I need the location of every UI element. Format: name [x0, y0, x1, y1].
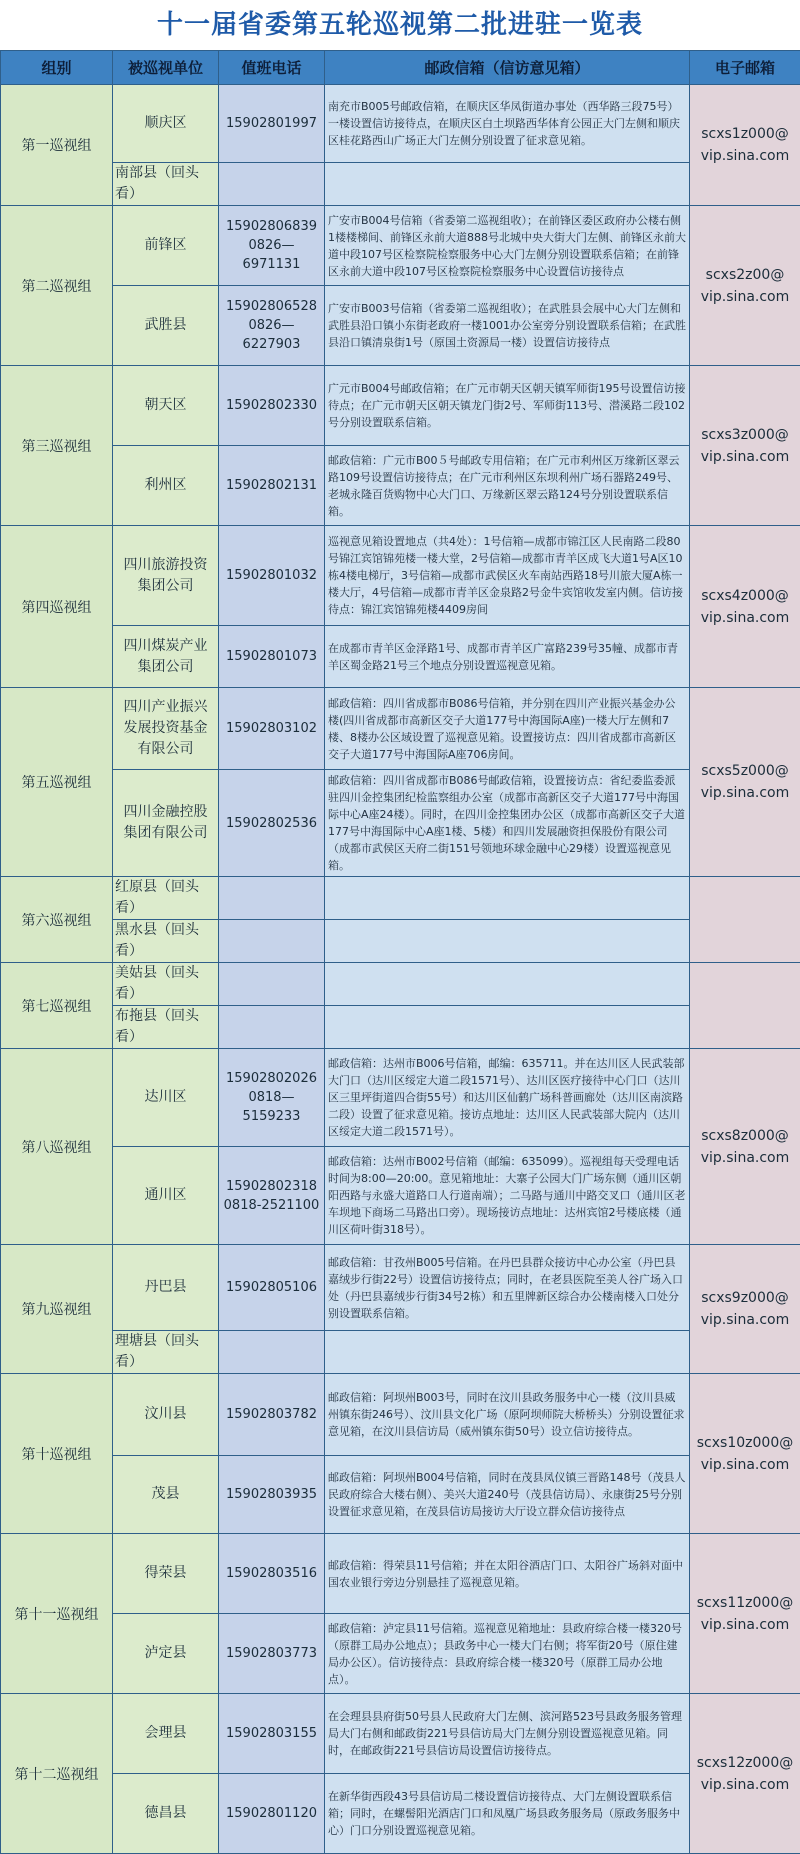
- duty-phone: 15902803516: [219, 1534, 325, 1614]
- duty-phone: 15902802318 0818-2521100: [219, 1147, 325, 1245]
- unit-name: 茂县: [113, 1456, 219, 1534]
- duty-phone: 15902802131: [219, 446, 325, 526]
- duty-phone: [219, 877, 325, 920]
- mailbox-address: [325, 1331, 690, 1374]
- duty-phone: 15902806839 0826—6971131: [219, 206, 325, 286]
- duty-phone: 15902806528 0826—6227903: [219, 286, 325, 366]
- mailbox-address: 邮政信箱：甘孜州B005号信箱。在丹巴县群众接访中心办公室（丹巴县嘉绒步行街22号）设置信访接待点；同时，在老县医院至美人谷广场入口处（丹巴县嘉绒步行街34号2栋）和五里牌新区综合办公楼南楼入口处分别设置联系信箱。: [325, 1245, 690, 1331]
- table-body: [1, 85, 800, 1854]
- duty-phone: 15902801120: [219, 1774, 325, 1854]
- duty-phone: 15902803155: [219, 1694, 325, 1774]
- mailbox-address: 邮政信箱：泸定县11号信箱。巡视意见箱地址：县政府综合楼一楼320号（原群工局办公地点）；县政务中心一楼大门右侧；将军街20号（原住建局办公区）。信访接待点：县政府综合楼一楼320号（原群工局办公地点）。: [325, 1614, 690, 1694]
- duty-phone: 15902805106: [219, 1245, 325, 1331]
- duty-phone: [219, 920, 325, 963]
- table-row: [1, 963, 800, 1006]
- page-title: 十一届省委第五轮巡视第二批进驻一览表: [0, 0, 800, 50]
- email-address: scxs5z000@ vip.sina.com: [690, 688, 800, 877]
- mailbox-address: [325, 920, 690, 963]
- unit-name: 通川区: [113, 1147, 219, 1245]
- unit-name: 会理县: [113, 1694, 219, 1774]
- unit-name: 美姑县（回头看）: [113, 963, 219, 1006]
- header-mailbox: 邮政信箱（信访意见箱）: [325, 51, 690, 85]
- duty-phone: 15902801997: [219, 85, 325, 163]
- mailbox-address: 邮政信箱：广元市B00５号邮政专用信箱；在广元市利州区万缘新区翠云路109号设置信访接待点；在广元市利州区东坝利州广场石器路249号、老城永隆百货购物中心大门口、万缘新区翠云路124号分别设置联系信箱。: [325, 446, 690, 526]
- mailbox-address: 在成都市青羊区金泽路1号、成都市青羊区广富路239号35幢、成都市青羊区蜀金路21号三个地点分别设置巡视意见箱。: [325, 626, 690, 688]
- unit-name: 朝天区: [113, 366, 219, 446]
- mailbox-address: 巡视意见箱设置地点（共4处）：1号信箱—成都市锦江区人民南路二段80号锦江宾馆锦苑楼一楼大堂，2号信箱—成都市青羊区成飞大道1号A区10栋4楼电梯厅，3号信箱—成都市武侯区火车南站西路18号川旅大厦A栋一楼大厅，4号信箱—成都市青羊区金泉路2号金牛宾馆收发室内侧。信访接待点：锦江宾馆锦苑楼4409房间: [325, 526, 690, 626]
- table-row: [1, 366, 800, 446]
- table-row: [1, 920, 800, 963]
- group-name: 第十一巡视组: [1, 1534, 113, 1694]
- table-row: [1, 1456, 800, 1534]
- group-name: 第四巡视组: [1, 526, 113, 688]
- table-row: [1, 1049, 800, 1147]
- unit-name: 得荣县: [113, 1534, 219, 1614]
- table-row: [1, 1694, 800, 1774]
- mailbox-address: 邮政信箱：四川省成都市B086号邮政信箱，设置接访点：省纪委监委派驻四川金控集团纪检监察组办公室（成都市高新区交子大道177号中海国际中心A座24楼）。同时，在四川金控集团办公区（成都市高新区交子大道177号中海国际中心A座1楼、5楼）和四川发展融资担保股份有限公司（成都市武侯区天府二街151号领地环球金融中心29楼）设置巡视意见箱。: [325, 770, 690, 877]
- mailbox-address: 邮政信箱：阿坝州B003号，同时在汶川县政务服务中心一楼（汶川县威州镇东街246号）、汶川县文化广场（原阿坝师院大桥桥头）分别设置征求意见箱，在汶川县信访局（威州镇东街50号）设立信访接待点。: [325, 1374, 690, 1456]
- duty-phone: [219, 163, 325, 206]
- unit-name: 四川金融控股 集团有限公司: [113, 770, 219, 877]
- header-email: 电子邮箱: [690, 51, 800, 85]
- duty-phone: 15902802026 0818—5159233: [219, 1049, 325, 1147]
- table-row: [1, 286, 800, 366]
- mailbox-address: 邮政信箱：达州市B002号信箱（邮编：635099）。巡视组每天受理电话时间为8:00—20:00。意见箱地址：大寨子公园大门广场东侧（通川区朝阳西路与永盛大道路口人行道南端）；二马路与通川中路交叉口（通川区老车坝地下商场二马路出口旁）。现场接访点地址：达州宾馆2号楼底楼（通川区荷叶街318号）。: [325, 1147, 690, 1245]
- email-address: scxs4z000@ vip.sina.com: [690, 526, 800, 688]
- unit-name: 理塘县（回头看）: [113, 1331, 219, 1374]
- table-row: [1, 1245, 800, 1331]
- mailbox-address: [325, 1006, 690, 1049]
- table-row: [1, 1534, 800, 1614]
- group-name: 第一巡视组: [1, 85, 113, 206]
- unit-name: 汶川县: [113, 1374, 219, 1456]
- table-row: [1, 688, 800, 770]
- email-address: scxs9z000@ vip.sina.com: [690, 1245, 800, 1374]
- mailbox-address: [325, 963, 690, 1006]
- table-row: [1, 163, 800, 206]
- unit-name: 四川煤炭产业 集团公司: [113, 626, 219, 688]
- email-address: [690, 877, 800, 963]
- group-name: 第三巡视组: [1, 366, 113, 526]
- unit-name: 武胜县: [113, 286, 219, 366]
- unit-name: 利州区: [113, 446, 219, 526]
- inspection-table: [0, 50, 800, 1854]
- group-name: 第十巡视组: [1, 1374, 113, 1534]
- group-name: 第十二巡视组: [1, 1694, 113, 1854]
- table-row: [1, 206, 800, 286]
- unit-name: 前锋区: [113, 206, 219, 286]
- duty-phone: 15902803102: [219, 688, 325, 770]
- header-phone: 值班电话: [219, 51, 325, 85]
- table-header-row: [1, 51, 800, 85]
- mailbox-address: 在会理县县府街50号县人民政府大门左侧、滨河路523号县政务服务管理局大门右侧和邮政街221号县信访局大门左侧分别设置巡视意见箱。同时，在邮政街221号县信访局设置信访接待点。: [325, 1694, 690, 1774]
- email-address: scxs3z000@ vip.sina.com: [690, 366, 800, 526]
- duty-phone: [219, 963, 325, 1006]
- mailbox-address: 广安市B004号信箱（省委第二巡视组收）；在前锋区委区政府办公楼右侧1楼楼梯间、前锋区永前大道888号北城中央大街大门左侧、前锋区永前大道中段107号区检察院检察服务中心大门左侧分别设置联系信箱；在前锋区永前大道中段107号区检察院检察服务中心设置信访接待点: [325, 206, 690, 286]
- mailbox-address: 广元市B004号邮政信箱；在广元市朝天区朝天镇军师街195号设置信访接待点；在广元市朝天区朝天镇龙门街2号、军师街113号、潜溪路二段102号分别设置联系信箱。: [325, 366, 690, 446]
- unit-name: 丹巴县: [113, 1245, 219, 1331]
- email-address: scxs12z000@ vip.sina.com: [690, 1694, 800, 1854]
- table-row: [1, 626, 800, 688]
- unit-name: 四川旅游投资 集团公司: [113, 526, 219, 626]
- email-address: scxs11z000@ vip.sina.com: [690, 1534, 800, 1694]
- mailbox-address: [325, 163, 690, 206]
- email-address: scxs1z000@ vip.sina.com: [690, 85, 800, 206]
- unit-name: 黑水县（回头看）: [113, 920, 219, 963]
- header-unit: 被巡视单位: [113, 51, 219, 85]
- table-row: [1, 1331, 800, 1374]
- group-name: 第二巡视组: [1, 206, 113, 366]
- mailbox-address: 邮政信箱：阿坝州B004号信箱，同时在茂县凤仪镇三晋路148号（茂县人民政府综合大楼右侧）、美兴大道240号（茂县信访局）、永康街25号分别设置征求意见箱，在茂县信访局接访大厅设立群众信访接待点: [325, 1456, 690, 1534]
- unit-name: 顺庆区: [113, 85, 219, 163]
- mailbox-address: 南充市B005号邮政信箱，在顺庆区华凤街道办事处（西华路三段75号）一楼设置信访接待点，在顺庆区白土坝路西华体育公园正大门左侧和顺庆区桂花路西山广场正大门左侧分别设置了征求意见箱。: [325, 85, 690, 163]
- unit-name: 达川区: [113, 1049, 219, 1147]
- mailbox-address: [325, 877, 690, 920]
- mailbox-address: 邮政信箱：达州市B006号信箱，邮编：635711。并在达川区人民武装部大门口（达川区绥定大道二段1571号）、达川区医疗接待中心门口（达川区三里坪街道四合街55号）和达川区仙鹤广场科普画廊处（达川区南滨路二段）设置了征求意见箱。接访点地址：达川区人民武装部大院内（达川区绥定大道二段1571号）。: [325, 1049, 690, 1147]
- duty-phone: [219, 1331, 325, 1374]
- duty-phone: 15902801073: [219, 626, 325, 688]
- table-row: [1, 526, 800, 626]
- email-address: scxs10z000@ vip.sina.com: [690, 1374, 800, 1534]
- mailbox-address: 邮政信箱：得荣县11号信箱；并在太阳谷酒店门口、太阳谷广场斜对面中国农业银行旁边分别悬挂了巡视意见箱。: [325, 1534, 690, 1614]
- header-group: 组别: [1, 51, 113, 85]
- duty-phone: 15902802536: [219, 770, 325, 877]
- email-address: scxs2z00@ vip.sina.com: [690, 206, 800, 366]
- duty-phone: 15902803782: [219, 1374, 325, 1456]
- mailbox-address: 在新华街西段43号县信访局二楼设置信访接待点、大门左侧设置联系信箱；同时，在螺髻阳光酒店门口和凤凰广场县政务服务局（原政务服务中心）门口分别设置巡视意见箱。: [325, 1774, 690, 1854]
- duty-phone: [219, 1006, 325, 1049]
- duty-phone: 15902802330: [219, 366, 325, 446]
- mailbox-address: 广安市B003号信箱（省委第二巡视组收）；在武胜县会展中心大门左侧和武胜县沿口镇小东街老政府一楼1001办公室旁分别设置联系信箱；在武胜县沿口镇清泉街1号（原国土资源局一楼）设置信访接待点: [325, 286, 690, 366]
- unit-name: 红原县（回头看）: [113, 877, 219, 920]
- table-row: [1, 770, 800, 877]
- duty-phone: 15902801032: [219, 526, 325, 626]
- group-name: 第六巡视组: [1, 877, 113, 963]
- duty-phone: 15902803935: [219, 1456, 325, 1534]
- email-address: [690, 963, 800, 1049]
- unit-name: 布拖县（回头看）: [113, 1006, 219, 1049]
- unit-name: 泸定县: [113, 1614, 219, 1694]
- table-row: [1, 1006, 800, 1049]
- table-row: [1, 1614, 800, 1694]
- unit-name: 德昌县: [113, 1774, 219, 1854]
- table-row: [1, 1374, 800, 1456]
- email-address: scxs8z000@ vip.sina.com: [690, 1049, 800, 1245]
- table-row: [1, 446, 800, 526]
- group-name: 第九巡视组: [1, 1245, 113, 1374]
- group-name: 第八巡视组: [1, 1049, 113, 1245]
- table-row: [1, 85, 800, 163]
- duty-phone: 15902803773: [219, 1614, 325, 1694]
- group-name: 第五巡视组: [1, 688, 113, 877]
- mailbox-address: 邮政信箱：四川省成都市B086号信箱，并分别在四川产业振兴基金办公楼(四川省成都市高新区交子大道177号中海国际A座)一楼大厅左侧和7楼、8楼办公区域设置了巡视意见箱。设置接访点：四川省成都市高新区交子大道177号中海国际A座706房间。: [325, 688, 690, 770]
- unit-name: 南部县（回头看）: [113, 163, 219, 206]
- unit-name: 四川产业振兴 发展投资基金 有限公司: [113, 688, 219, 770]
- table-row: [1, 1147, 800, 1245]
- table-row: [1, 877, 800, 920]
- group-name: 第七巡视组: [1, 963, 113, 1049]
- table-row: [1, 1774, 800, 1854]
